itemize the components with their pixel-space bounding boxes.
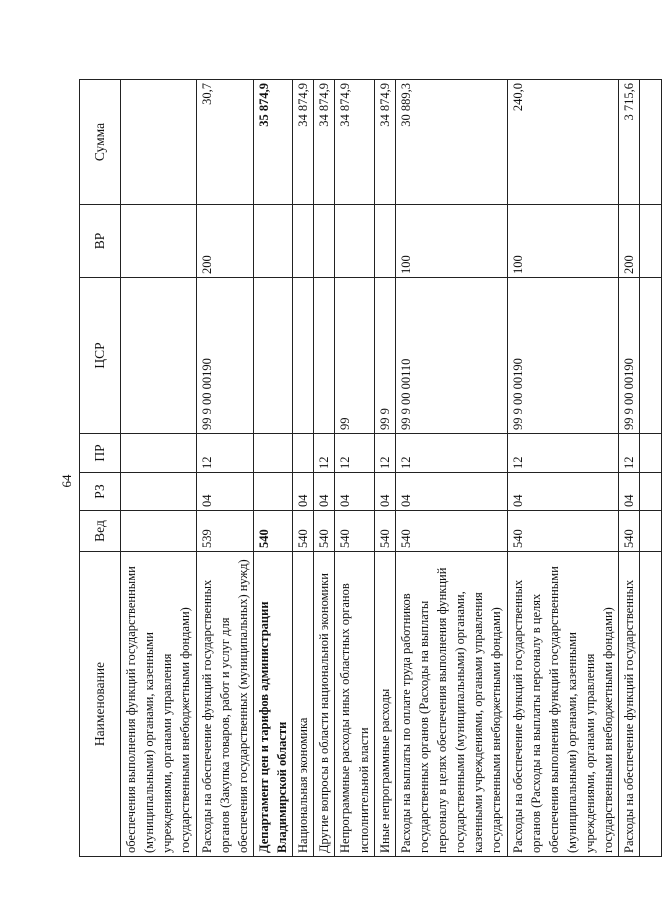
- cell-name: обеспечения выполнения функций государственными (муниципальными) органами, казенными учреждениями, органами управления государственными внебюджетными фондами): [121, 552, 197, 857]
- table-row: [507, 80, 619, 857]
- cell-sum: 30 889,3: [395, 80, 507, 205]
- cell-csr: 99: [335, 278, 374, 434]
- cell-ved: 540: [253, 511, 292, 552]
- cell-sum: 35 874,9: [253, 80, 292, 205]
- cell-sum: 34 874,9: [314, 80, 335, 205]
- cell-ved: 540: [395, 511, 507, 552]
- table-row: [395, 80, 507, 857]
- cell-pr: [253, 434, 292, 473]
- cell-vr: [253, 205, 292, 278]
- table-row: [374, 80, 395, 857]
- cell-name: Иные непрограммные расходы: [374, 552, 395, 857]
- cell-ved: 540: [335, 511, 374, 552]
- cell-sum: 3 715,6: [619, 80, 640, 205]
- cell-rz: [121, 473, 197, 511]
- cell-vr: 200: [196, 205, 253, 278]
- cell-rz: 04: [196, 473, 253, 511]
- cell-ved: 539: [196, 511, 253, 552]
- header-vr: ВР: [80, 205, 121, 278]
- budget-table: [79, 79, 662, 857]
- cell-pr: 12: [374, 434, 395, 473]
- cell-rz: 04: [335, 473, 374, 511]
- cell-name: Расходы на выплаты по оплате труда работников государственных органов (Расходы на выплаты персоналу в целях обеспечения выполнения функций государственными (муниципальными) органами, казенными учреждениями, органами управления государственными внебюджетными фондами): [395, 552, 507, 857]
- cell-pr: 12: [314, 434, 335, 473]
- cell-pr: [293, 434, 314, 473]
- cell-pr: 12: [395, 434, 507, 473]
- page-number: 64: [59, 474, 74, 488]
- header-sum: Сумма: [80, 80, 121, 205]
- cell-vr: [374, 205, 395, 278]
- cell-rz: 04: [374, 473, 395, 511]
- cell-sum: 30,7: [196, 80, 253, 205]
- cell-vr: [121, 205, 197, 278]
- rotated-content: [79, 80, 637, 857]
- cell-name: Расходы на обеспечение функций государственных органов (Закупка товаров, работ и услуг для обеспечения государственных (муниципальных) нужд): [196, 552, 253, 857]
- cell-csr: [121, 278, 197, 434]
- header-ved: Вед: [80, 511, 121, 552]
- table-row-continuation: [640, 80, 662, 857]
- budget-table-frame: [79, 80, 637, 857]
- cell-pr: 12: [507, 434, 619, 473]
- cell-csr: [314, 278, 335, 434]
- cell-sum: 240,0: [507, 80, 619, 205]
- cell-csr: [253, 278, 292, 434]
- cell-ved: 540: [507, 511, 619, 552]
- cell-rz: [253, 473, 292, 511]
- table-row: [293, 80, 314, 857]
- cell-csr: 99 9 00 00110: [395, 278, 507, 434]
- cell-name: Другие вопросы в области национальной экономики: [314, 552, 335, 857]
- cell-csr: 99 9 00 00190: [196, 278, 253, 434]
- cell-vr: 200: [619, 205, 640, 278]
- cell-vr: [335, 205, 374, 278]
- cell-sum: 34 874,9: [374, 80, 395, 205]
- cell-csr: 99 9 00 00190: [507, 278, 619, 434]
- cell-rz: 04: [314, 473, 335, 511]
- cell-vr: [293, 205, 314, 278]
- table-row: [253, 80, 292, 857]
- cell-sum: [121, 80, 197, 205]
- cell-pr: [121, 434, 197, 473]
- header-pr: ПР: [80, 434, 121, 473]
- cell-csr: 99 9: [374, 278, 395, 434]
- cell-sum: 34 874,9: [293, 80, 314, 205]
- table-row: [196, 80, 253, 857]
- header-rz: РЗ: [80, 473, 121, 511]
- table-row: [314, 80, 335, 857]
- cell-name: Департамент цен и тарифов администрации Владимирской области: [253, 552, 292, 857]
- cell-pr: 12: [335, 434, 374, 473]
- cell-pr: 12: [619, 434, 640, 473]
- cell-vr: 100: [507, 205, 619, 278]
- cell-rz: 04: [293, 473, 314, 511]
- header-csr: ЦСР: [80, 278, 121, 434]
- cell-rz: 04: [395, 473, 507, 511]
- cell-name: Расходы на обеспечение функций государственных: [619, 552, 640, 857]
- cell-csr: [293, 278, 314, 434]
- cell-vr: 100: [395, 205, 507, 278]
- header-name: Наименование: [80, 552, 121, 857]
- cell-ved: 540: [314, 511, 335, 552]
- cell-name: Расходы на обеспечение функций государственных органов (Расходы на выплаты персоналу в целях обеспечения выполнения функций государственными (муниципальными) органами, казенными учреждениями, органами управления государственными внебюджетными фондами): [507, 552, 619, 857]
- table-row: [619, 80, 640, 857]
- cell-sum: 34 874,9: [335, 80, 374, 205]
- cell-name: Национальная экономика: [293, 552, 314, 857]
- cell-name: Непрограммные расходы иных областных органов исполнительной власти: [335, 552, 374, 857]
- cell-rz: 04: [619, 473, 640, 511]
- cell-ved: 540: [374, 511, 395, 552]
- cell-pr: 12: [196, 434, 253, 473]
- cell-rz: 04: [507, 473, 619, 511]
- table-row: [335, 80, 374, 857]
- cell-vr: [314, 205, 335, 278]
- table-row: [121, 80, 197, 857]
- cell-ved: 540: [619, 511, 640, 552]
- cell-csr: 99 9 00 00190: [619, 278, 640, 434]
- table-header-row: [80, 80, 121, 857]
- cell-ved: [121, 511, 197, 552]
- cell-ved: 540: [293, 511, 314, 552]
